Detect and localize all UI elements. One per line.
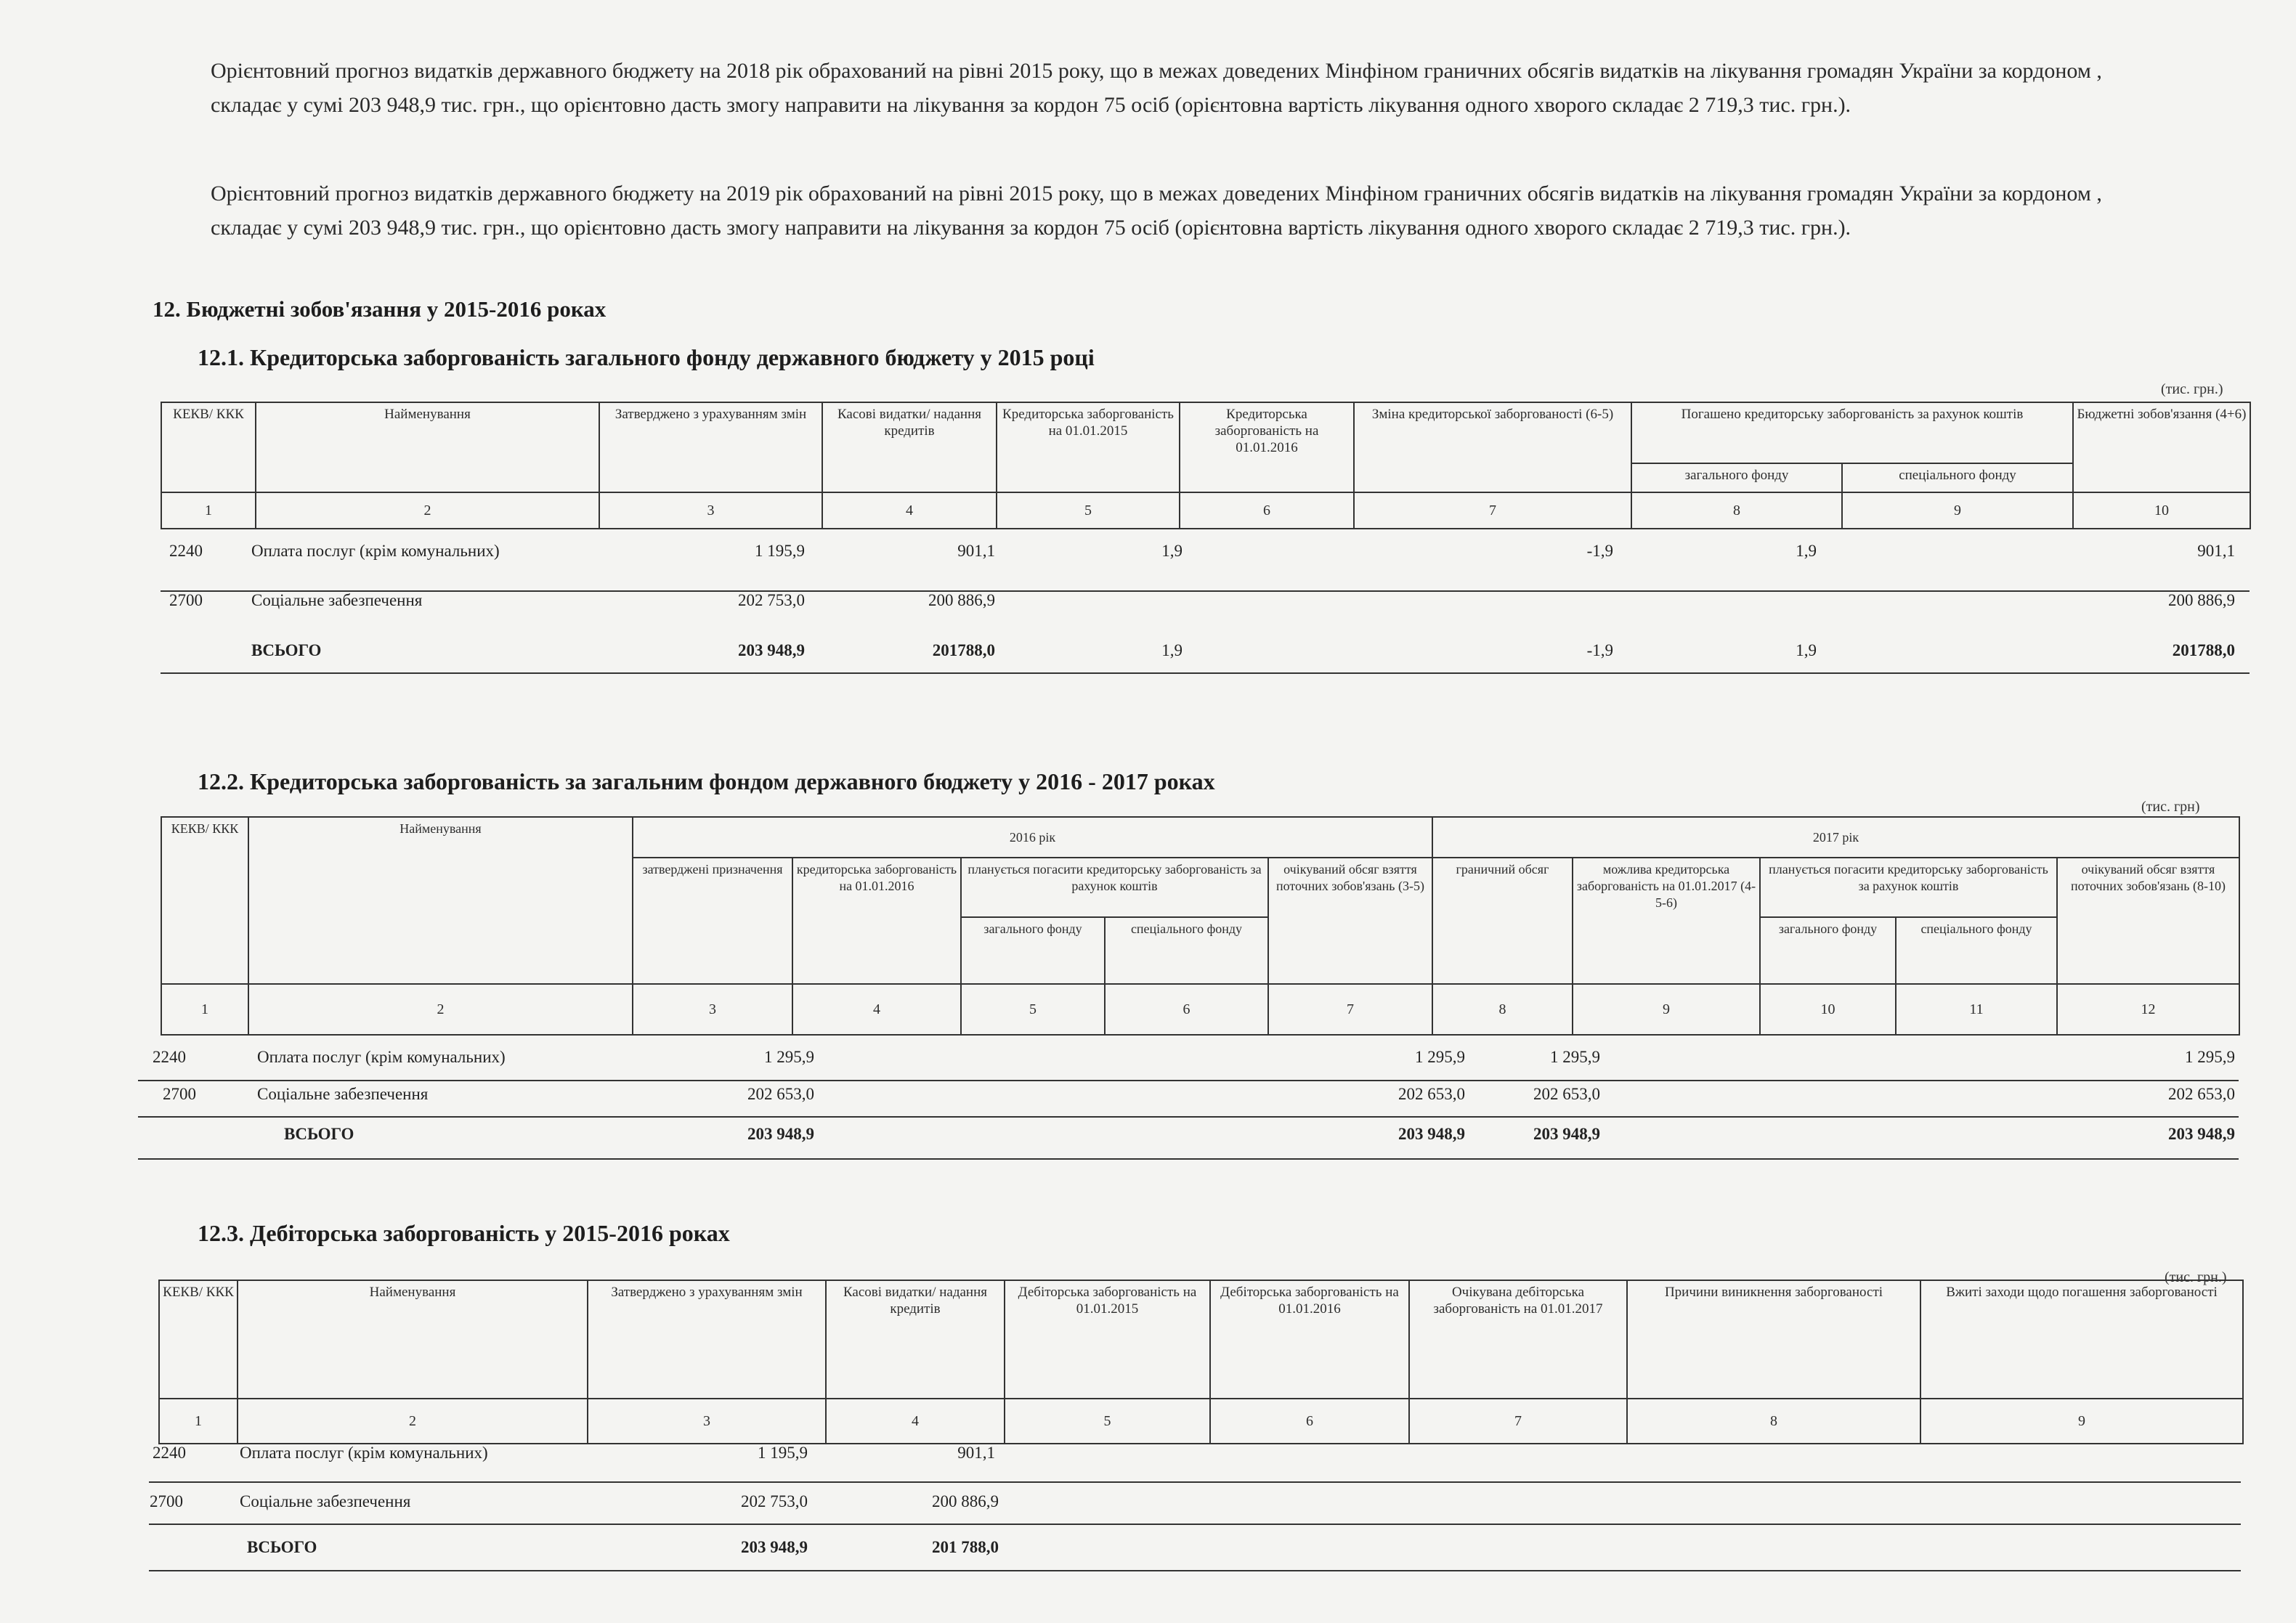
t1-col-number: 5 — [997, 492, 1180, 529]
row-cash: 200 886,9 — [932, 1492, 999, 1510]
t3-col-number: 5 — [1005, 1399, 1210, 1444]
t1-col-number: 9 — [1842, 492, 2073, 529]
row-code: 2240 — [169, 542, 203, 560]
table2-title: 12.2. Кредиторська заборгованість за загальним фондом державного бюджету у 2016 - 2017 роках — [198, 768, 1215, 794]
table-row — [0, 542, 2296, 571]
t2-col-number: 3 — [633, 984, 792, 1035]
table2-header — [161, 816, 2240, 1036]
t1-col-number: 3 — [599, 492, 822, 529]
paragraph-forecast-2019: Орієнтовний прогноз видатків державного бюджету на 2019 рік обрахований на рівні 2015 року, що в межах доведених Мінфіном граничних обсягів видатків на лікування громадян України за кордоном , складає у сумі 203 948,9 тис. грн., що орієнтовно дасть змогу направити на лікування за кордон 75 осіб (орієнтовна вартість лікування одного хворого складає 2 719,3 тис. грн.). — [211, 182, 2102, 240]
row-change: -1,9 — [1586, 542, 1613, 560]
row-expected-2017: 202 653,0 — [2168, 1085, 2235, 1103]
row-code: 2700 — [150, 1492, 183, 1510]
t2-col-number: 10 — [1760, 984, 1896, 1035]
row-name: Соціальне забезпечення — [240, 1492, 411, 1510]
row-code: 2240 — [153, 1444, 186, 1462]
row-cash: 901,1 — [957, 542, 995, 560]
t2-col-number: 12 — [2057, 984, 2239, 1035]
table-total-row — [0, 641, 2296, 670]
t3-header-approved: Затверджено з урахуванням змін — [588, 1280, 826, 1399]
row-name: Соціальне забезпечення — [257, 1085, 429, 1103]
table-row — [0, 591, 2296, 620]
table2-unit: (тис. грн) — [2141, 799, 2200, 815]
t2-header-year-2016: 2016 рік — [633, 817, 1432, 858]
t3-col-number: 2 — [238, 1399, 588, 1444]
t2-header-code: КЕКВ/ ККК — [161, 817, 248, 984]
total-label: ВСЬОГО — [284, 1125, 354, 1143]
t1-col-number: 8 — [1631, 492, 1842, 529]
row-cash: 901,1 — [957, 1444, 995, 1462]
t2-col-number: 6 — [1105, 984, 1268, 1035]
t3-col-number: 6 — [1210, 1399, 1409, 1444]
t3-header-code: КЕКВ/ ККК — [159, 1280, 238, 1399]
table3-header — [158, 1280, 2244, 1444]
row-expected-2016: 202 653,0 — [1398, 1085, 1465, 1103]
t1-header-obligations: Бюджетні зобов'язання (4+6) — [2073, 402, 2250, 492]
t3-header-receivable-2016: Дебіторська заборгованість на 01.01.2016 — [1210, 1280, 1409, 1399]
t3-header-name: Найменування — [238, 1280, 588, 1399]
t3-col-number: 9 — [1920, 1399, 2243, 1444]
row-expected-2017: 1 295,9 — [2185, 1048, 2235, 1066]
row-expected-2016: 1 295,9 — [1415, 1048, 1465, 1066]
table-bottom-line — [138, 1158, 2239, 1160]
t1-header-payable-2016: Кредиторська заборгованість на 01.01.2016 — [1180, 402, 1354, 492]
total-repaid-general: 1,9 — [1796, 641, 1817, 659]
total-expected-2017: 203 948,9 — [2168, 1125, 2235, 1143]
t2-subheader-special: спеціального фонду — [1105, 917, 1268, 984]
row-approved: 1 295,9 — [764, 1048, 814, 1066]
table-row — [0, 1085, 2296, 1114]
table-row — [0, 1492, 2296, 1521]
table-total-row — [0, 1125, 2296, 1154]
t3-col-number: 1 — [159, 1399, 238, 1444]
t2-header-approved: затверджені призначення — [633, 858, 792, 984]
t2-header-payable-2016: кредиторська заборгованість на 01.01.2016 — [792, 858, 961, 984]
t1-col-number: 7 — [1354, 492, 1631, 529]
t2-header-possible-payable: можлива кредиторська заборгованість на 01.01.2017 (4-5-6) — [1573, 858, 1760, 984]
row-cash: 200 886,9 — [928, 591, 995, 609]
row-obligations: 901,1 — [2197, 542, 2235, 560]
t2-col-number: 5 — [961, 984, 1105, 1035]
t2-header-planned-repay-2017: планується погасити кредиторську заборгованість за рахунок коштів — [1760, 858, 2057, 917]
t2-col-number: 7 — [1268, 984, 1432, 1035]
total-label: ВСЬОГО — [251, 641, 322, 659]
row-approved: 1 195,9 — [755, 542, 805, 560]
table1-unit: (тис. грн.) — [2161, 381, 2223, 397]
paragraph-forecast-2018: Орієнтовний прогноз видатків державного бюджету на 2018 рік обрахований на рівні 2015 року, що в межах доведених Мінфіном граничних обсягів видатків на лікування громадян України за кордоном , складає у сумі 203 948,9 тис. грн., що орієнтовно дасть змогу направити на лікування за кордон 75 осіб (орієнтовна вартість лікування одного хворого складає 2 719,3 тис. грн.). — [211, 59, 2102, 117]
t1-header-repaid: Погашено кредиторську заборгованість за рахунок коштів — [1631, 402, 2073, 463]
t2-col-number: 2 — [248, 984, 633, 1035]
t1-header-approved: Затверджено з урахуванням змін — [599, 402, 822, 492]
table3-title: 12.3. Дебіторська заборгованість у 2015-2016 роках — [198, 1220, 730, 1246]
table1-header — [161, 402, 2251, 529]
row-approved: 202 753,0 — [741, 1492, 808, 1510]
total-label: ВСЬОГО — [247, 1538, 317, 1556]
t3-col-number: 4 — [826, 1399, 1005, 1444]
t1-header-name: Найменування — [256, 402, 599, 492]
t2-header-limit: граничний обсяг — [1432, 858, 1573, 984]
row-limit: 202 653,0 — [1533, 1085, 1600, 1103]
row-code: 2700 — [163, 1085, 196, 1103]
table-row — [0, 1048, 2296, 1077]
table3-unit: (тис. грн.) — [2165, 1269, 2227, 1285]
t3-header-receivable-2015: Дебіторська заборгованість на 01.01.2015 — [1005, 1280, 1210, 1399]
t3-header-receivable-2017: Очікувана дебіторська заборгованість на 01.01.2017 — [1409, 1280, 1627, 1399]
section-title: 12. Бюджетні зобов'язання у 2015-2016 роках — [153, 296, 607, 322]
table-row — [0, 1444, 2296, 1473]
table-total-row — [0, 1538, 2296, 1567]
t3-header-reasons: Причини виникнення заборгованості — [1627, 1280, 1920, 1399]
t3-col-number: 7 — [1409, 1399, 1627, 1444]
row-repaid-general: 1,9 — [1796, 542, 1817, 560]
t2-subheader-general: загального фонду — [961, 917, 1105, 984]
row-name: Оплата послуг (крім комунальних) — [240, 1444, 488, 1462]
t2-subheader-general: загального фонду — [1760, 917, 1896, 984]
row-divider — [149, 1524, 2241, 1525]
row-name: Оплата послуг (крім комунальних) — [257, 1048, 506, 1066]
row-divider — [138, 1116, 2239, 1118]
t2-header-expected-2017: очікуваний обсяг взяття поточних зобов'язань (8-10) — [2057, 858, 2239, 984]
t2-col-number: 11 — [1896, 984, 2057, 1035]
t2-header-expected-2016: очікуваний обсяг взяття поточних зобов'язань (3-5) — [1268, 858, 1432, 984]
t1-col-number: 1 — [161, 492, 256, 529]
row-name: Оплата послуг (крім комунальних) — [251, 542, 500, 560]
t1-col-number: 2 — [256, 492, 599, 529]
total-approved: 203 948,9 — [747, 1125, 814, 1143]
t1-header-code: КЕКВ/ ККК — [161, 402, 256, 492]
t2-col-number: 4 — [792, 984, 961, 1035]
total-expected-2016: 203 948,9 — [1398, 1125, 1465, 1143]
row-limit: 1 295,9 — [1550, 1048, 1600, 1066]
total-approved: 203 948,9 — [741, 1538, 808, 1556]
total-approved: 203 948,9 — [738, 641, 805, 659]
table1-title: 12.1. Кредиторська заборгованість загального фонду державного бюджету у 2015 році — [198, 344, 1095, 370]
row-divider — [149, 1481, 2241, 1483]
t1-header-change: Зміна кредиторської заборгованості (6-5) — [1354, 402, 1631, 492]
row-payable-2015: 1,9 — [1161, 542, 1183, 560]
row-code: 2240 — [153, 1048, 186, 1066]
row-approved: 1 195,9 — [758, 1444, 808, 1462]
t2-header-planned-repay-2016: планується погасити кредиторську заборгованість за рахунок коштів — [961, 858, 1268, 917]
t3-col-number: 3 — [588, 1399, 826, 1444]
total-obligations: 201788,0 — [2172, 641, 2235, 659]
t3-header-cash: Касові видатки/ надання кредитів — [826, 1280, 1005, 1399]
row-code: 2700 — [169, 591, 203, 609]
total-cash: 201 788,0 — [932, 1538, 999, 1556]
t2-col-number: 8 — [1432, 984, 1573, 1035]
total-limit: 203 948,9 — [1533, 1125, 1600, 1143]
t1-subheader-general: загального фонду — [1631, 463, 1842, 492]
t2-col-number: 9 — [1573, 984, 1760, 1035]
t1-col-number: 6 — [1180, 492, 1354, 529]
total-payable-2015: 1,9 — [1161, 641, 1183, 659]
t1-header-payable-2015: Кредиторська заборгованість на 01.01.2015 — [997, 402, 1180, 492]
t1-header-cash: Касові видатки/ надання кредитів — [822, 402, 997, 492]
t2-header-name: Найменування — [248, 817, 633, 984]
total-cash: 201788,0 — [932, 641, 995, 659]
t2-col-number: 1 — [161, 984, 248, 1035]
t2-header-year-2017: 2017 рік — [1432, 817, 2239, 858]
t3-header-measures: Вжиті заходи щодо погашення заборгованості — [1920, 1280, 2243, 1399]
t1-col-number: 10 — [2073, 492, 2250, 529]
t1-subheader-special: спеціального фонду — [1842, 463, 2073, 492]
row-divider — [138, 1080, 2239, 1081]
t3-col-number: 8 — [1627, 1399, 1920, 1444]
t1-col-number: 4 — [822, 492, 997, 529]
row-approved: 202 653,0 — [747, 1085, 814, 1103]
row-obligations: 200 886,9 — [2168, 591, 2235, 609]
row-name: Соціальне забезпечення — [251, 591, 423, 609]
t2-subheader-special: спеціального фонду — [1896, 917, 2057, 984]
table-bottom-line — [149, 1570, 2241, 1571]
table-bottom-line — [161, 672, 2250, 674]
total-change: -1,9 — [1586, 641, 1613, 659]
row-approved: 202 753,0 — [738, 591, 805, 609]
